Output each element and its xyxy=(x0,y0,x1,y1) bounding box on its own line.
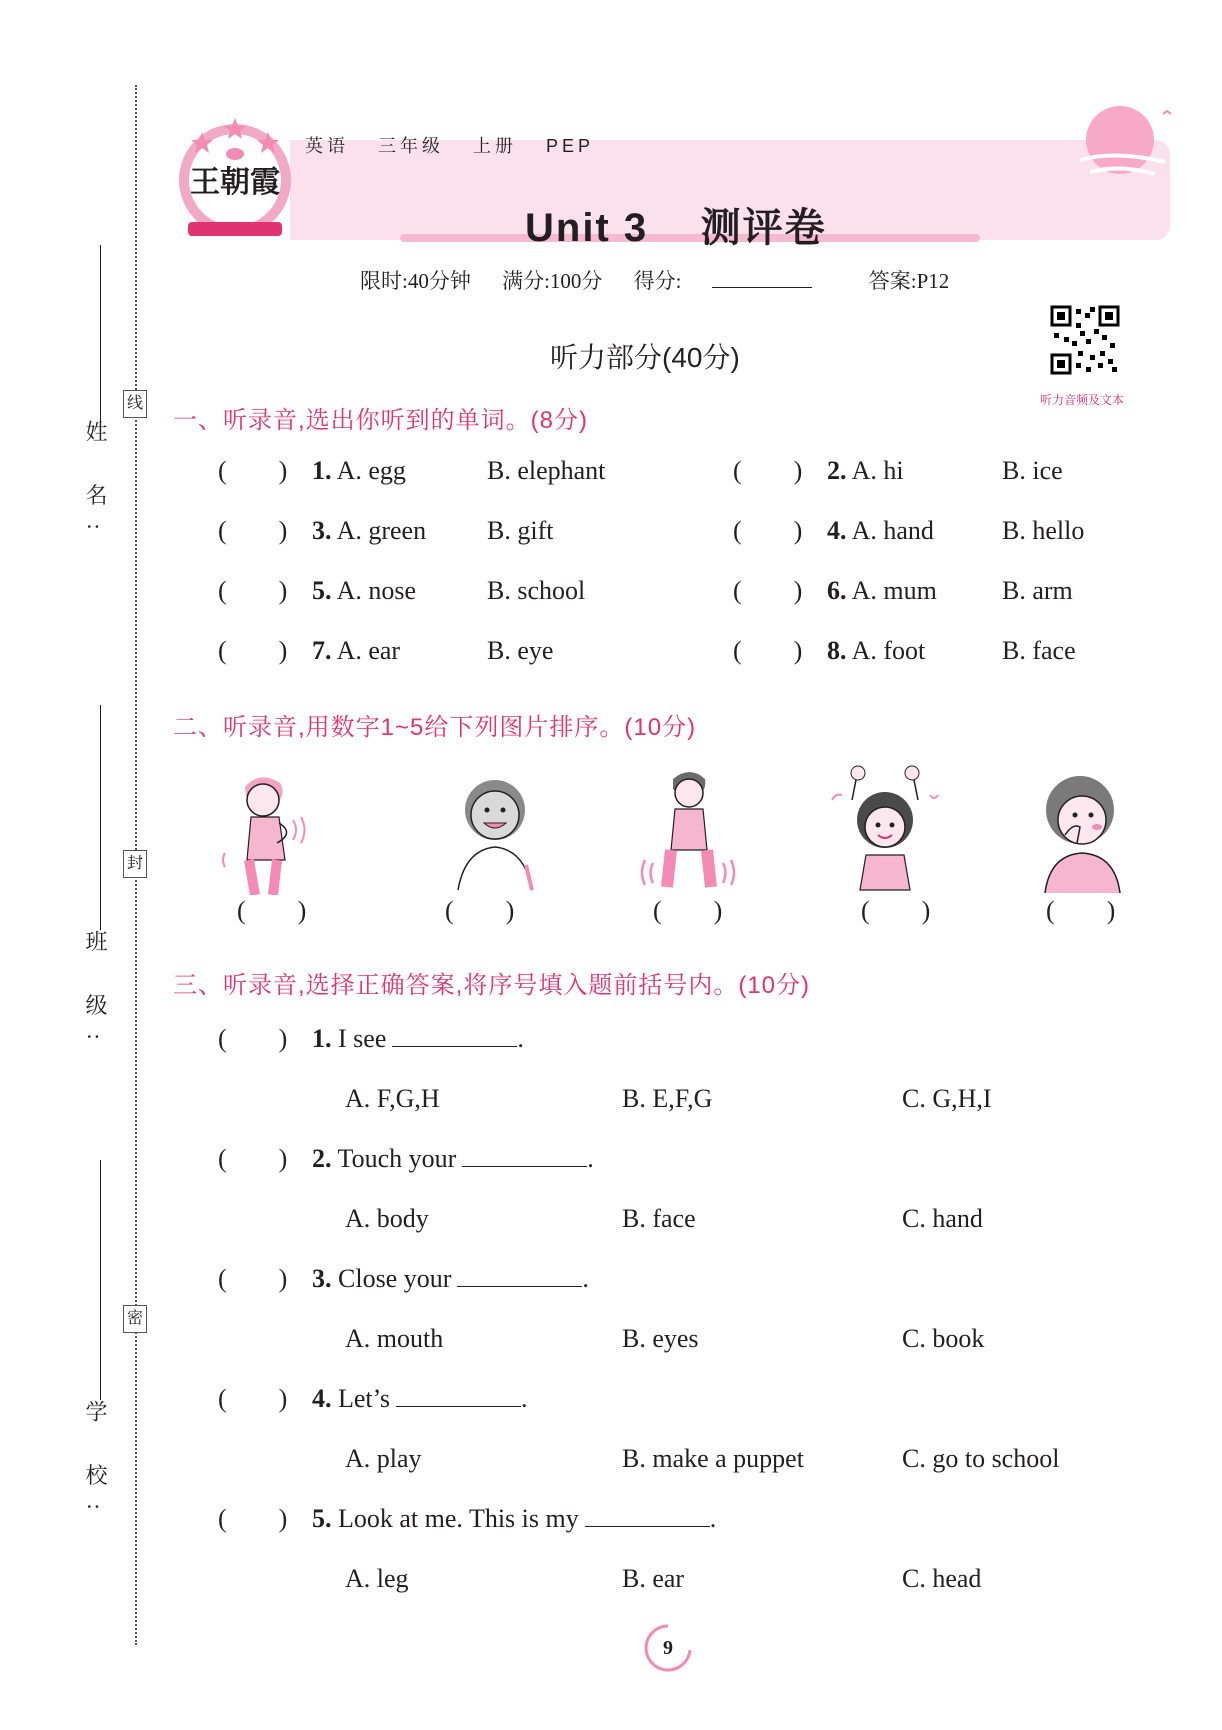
class-blank[interactable] xyxy=(100,705,101,930)
answer-paren[interactable]: ( ) xyxy=(218,456,288,485)
section-title: 听力部分(40分) xyxy=(550,342,740,373)
answer-blank[interactable] xyxy=(396,1384,521,1407)
brand-logo xyxy=(172,110,298,240)
option-c: C. hand xyxy=(902,1204,983,1233)
list-item: 1. A. egg xyxy=(312,456,406,485)
option-c: C. go to school xyxy=(902,1444,1060,1473)
answer-blank[interactable] xyxy=(585,1504,710,1527)
score-blank[interactable] xyxy=(712,269,812,288)
name-label: 姓 名: xyxy=(83,420,108,548)
question-stem: 4. Let’s . xyxy=(312,1384,528,1413)
answer-paren[interactable]: ( ) xyxy=(218,636,288,665)
option-b: B. ice xyxy=(1002,456,1063,485)
part2-heading: 二、听录音,用数字1~5给下列图片排序。(10分) xyxy=(173,714,697,741)
answer-paren[interactable]: ( ) xyxy=(218,1264,288,1293)
info-line xyxy=(360,265,975,295)
option-a: A. F,G,H xyxy=(345,1084,440,1113)
order-paren-5[interactable]: ( ) xyxy=(1046,896,1116,925)
answer-paren[interactable]: ( ) xyxy=(733,576,803,605)
option-c: C. G,H,I xyxy=(902,1084,992,1113)
edition: PEP xyxy=(546,136,595,156)
option-b: B. E,F,G xyxy=(622,1084,713,1113)
order-paren-3[interactable]: ( ) xyxy=(653,896,723,925)
boy-touching-knees-image xyxy=(635,765,745,895)
answer-paren[interactable]: ( ) xyxy=(733,516,803,545)
answer-paren[interactable]: ( ) xyxy=(733,636,803,665)
option-a: A. mouth xyxy=(345,1324,444,1353)
option-b: B. eye xyxy=(487,636,554,665)
time-limit: 限时:40分钟 xyxy=(360,269,471,293)
option-b: B. eyes xyxy=(622,1324,699,1353)
answer-paren[interactable]: ( ) xyxy=(218,1384,288,1413)
answer-blank[interactable] xyxy=(392,1024,517,1047)
question-stem: 3. Close your . xyxy=(312,1264,589,1293)
child-touching-nose-image xyxy=(1025,765,1135,895)
question-stem: 5. Look at me. This is my . xyxy=(312,1504,717,1533)
school-label: 学 校: xyxy=(83,1400,108,1528)
list-item: 2. A. hi xyxy=(827,456,904,485)
answer-blank[interactable] xyxy=(462,1144,587,1167)
option-b: B. face xyxy=(622,1204,696,1233)
option-b: B. ear xyxy=(622,1564,685,1593)
option-b: B. elephant xyxy=(487,456,606,485)
question-stem: 1. I see . xyxy=(312,1024,524,1053)
boy-touching-arm-image xyxy=(215,765,325,895)
option-b: B. face xyxy=(1002,636,1076,665)
school-blank[interactable] xyxy=(100,1160,101,1400)
option-a: A. leg xyxy=(345,1564,409,1593)
option-b: B. arm xyxy=(1002,576,1073,605)
list-item: 8. A. foot xyxy=(827,636,926,665)
grade: 三年级 xyxy=(378,136,445,156)
list-item: 5. A. nose xyxy=(312,576,417,605)
option-b: B. make a puppet xyxy=(622,1444,804,1473)
option-c: C. head xyxy=(902,1564,982,1593)
list-item: 4. A. hand xyxy=(827,516,934,545)
subject: 英语 xyxy=(305,136,349,156)
answer-paren[interactable]: ( ) xyxy=(218,1504,288,1533)
unit-title: Unit 3 测评卷 xyxy=(525,206,827,250)
girl-waving-hands-image xyxy=(830,765,940,895)
boy-smiling-image xyxy=(440,765,550,895)
part1-heading: 一、听录音,选出你听到的单词。(8分) xyxy=(173,407,588,434)
option-b: B. school xyxy=(487,576,586,605)
answer-paren[interactable]: ( ) xyxy=(218,516,288,545)
order-paren-2[interactable]: ( ) xyxy=(445,896,515,925)
cut-mark-line: 线 xyxy=(123,390,147,418)
order-paren-1[interactable]: ( ) xyxy=(237,896,307,925)
sun-decoration-icon xyxy=(1075,100,1185,190)
order-paren-4[interactable]: ( ) xyxy=(861,896,931,925)
volume: 上册 xyxy=(473,136,518,156)
cut-mark-seal: 封 xyxy=(123,850,147,878)
score-field xyxy=(634,269,838,293)
qr-code-icon[interactable] xyxy=(1050,305,1120,375)
full-score: 满分:100分 xyxy=(502,269,603,293)
subject-line xyxy=(305,132,614,158)
question-stem: 2. Touch your . xyxy=(312,1144,594,1173)
list-item: 7. A. ear xyxy=(312,636,401,665)
option-a: A. play xyxy=(345,1444,422,1473)
name-blank[interactable] xyxy=(100,245,101,425)
brand-name: 王朝霞 xyxy=(190,165,280,200)
answer-paren[interactable]: ( ) xyxy=(218,576,288,605)
page-number: 9 xyxy=(663,1637,673,1659)
option-b: B. gift xyxy=(487,516,554,545)
qr-caption: 听力音频及文本 xyxy=(1040,393,1125,407)
part3-heading: 三、听录音,选择正确答案,将序号填入题前括号内。(10分) xyxy=(173,972,811,999)
answer-paren[interactable]: ( ) xyxy=(218,1144,288,1173)
list-item: 6. A. mum xyxy=(827,576,937,605)
option-a: A. body xyxy=(345,1204,429,1233)
answer-blank[interactable] xyxy=(457,1264,582,1287)
cut-mark-secret: 密 xyxy=(123,1305,147,1333)
class-label: 班 级: xyxy=(83,930,108,1058)
list-item: 3. A. green xyxy=(312,516,427,545)
answer-paren[interactable]: ( ) xyxy=(733,456,803,485)
answer-ref: 答案:P12 xyxy=(868,269,950,293)
option-b: B. hello xyxy=(1002,516,1085,545)
option-c: C. book xyxy=(902,1324,985,1353)
answer-paren[interactable]: ( ) xyxy=(218,1024,288,1053)
score-label: 得分: xyxy=(633,269,682,293)
